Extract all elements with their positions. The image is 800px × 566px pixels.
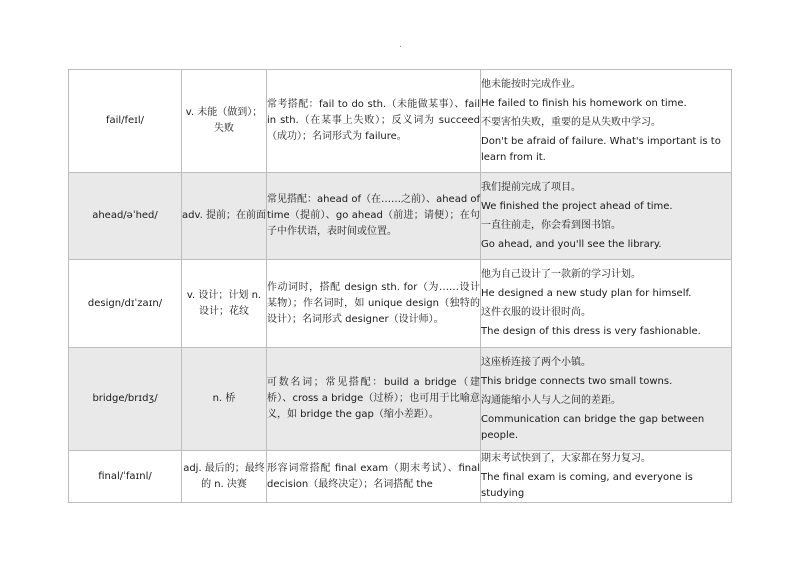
word-cell: design/dɪˈzaɪn/ bbox=[69, 260, 182, 348]
example-sentence: 一直往前走，你会看到图书馆。 bbox=[481, 219, 621, 231]
usage-cell: 作动词时，搭配 design sth. for（为……设计某物）；作名词时，如 unique design（独特的设计）；名词形式 designer（设计师）。 bbox=[267, 260, 481, 348]
examples-cell bbox=[481, 260, 732, 348]
word-cell: ahead/əˈhed/ bbox=[69, 173, 182, 260]
examples-cell bbox=[481, 451, 732, 503]
part-of-speech-cell: v. 设计；计划 n. 设计；花纹 bbox=[182, 260, 267, 348]
usage-cell: 常考搭配：fail to do sth.（未能做某事）、fail in sth.（在某事上失败）；反义词为 succeed（成功）；名词形式为 failure。 bbox=[267, 70, 481, 173]
usage-cell: 可数名词；常见搭配：build a bridge（建桥）、cross a bridge（过桥）；也可用于比喻意义，如 bridge the gap（缩小差距）。 bbox=[267, 348, 481, 451]
word-cell: final/ˈfaɪnl/ bbox=[69, 451, 182, 503]
part-of-speech-cell: n. 桥 bbox=[182, 348, 267, 451]
example-sentence: 沟通能缩小人与人之间的差距。 bbox=[481, 394, 621, 406]
example-sentence: 期末考试快到了，大家都在努力复习。 bbox=[481, 453, 651, 464]
example-sentence: 他未能按时完成作业。 bbox=[481, 78, 581, 90]
usage-cell: 形容词常搭配 final exam（期末考试）、final decision（最终决定）；名词搭配 the bbox=[267, 451, 481, 503]
example-sentence: The design of this dress is very fashionable. bbox=[481, 326, 701, 337]
example-sentence: This bridge connects two small towns. bbox=[481, 375, 673, 387]
usage-cell: 常见搭配：ahead of（在……之前）、ahead of time（提前）、go ahead（前进；请便）；在句子中作状语，表时间或位置。 bbox=[267, 173, 481, 260]
example-sentence: 我们提前完成了项目。 bbox=[481, 181, 581, 193]
table-row bbox=[69, 70, 732, 173]
part-of-speech-cell: adj. 最后的；最终的 n. 决赛 bbox=[182, 451, 267, 503]
table-row bbox=[69, 173, 732, 260]
part-of-speech-cell: v. 未能（做到）；失败 bbox=[182, 70, 267, 173]
vocabulary-table bbox=[68, 69, 732, 503]
table-row bbox=[69, 260, 732, 348]
example-sentence: Don't be afraid of failure. What's important is to learn from it. bbox=[481, 135, 721, 163]
word-cell: fail/feɪl/ bbox=[69, 70, 182, 173]
examples-cell bbox=[481, 70, 732, 173]
examples-cell bbox=[481, 348, 732, 451]
table-row bbox=[69, 348, 732, 451]
table-row bbox=[69, 451, 732, 503]
example-sentence: He failed to finish his homework on time. bbox=[481, 97, 687, 109]
example-sentence: The final exam is coming, and everyone is studying bbox=[481, 472, 693, 499]
example-sentence: 不要害怕失败，重要的是从失败中学习。 bbox=[481, 116, 661, 128]
word-cell: bridge/brɪdʒ/ bbox=[69, 348, 182, 451]
example-sentence: 这座桥连接了两个小镇。 bbox=[481, 356, 591, 368]
example-sentence: Go ahead, and you'll see the library. bbox=[481, 238, 662, 250]
example-sentence: 这件衣服的设计很时尚。 bbox=[481, 307, 591, 318]
examples-cell bbox=[481, 173, 732, 260]
page-marker: . bbox=[399, 40, 402, 50]
example-sentence: We finished the project ahead of time. bbox=[481, 200, 673, 212]
example-sentence: He designed a new study plan for himself. bbox=[481, 288, 692, 299]
example-sentence: Communication can bridge the gap between people. bbox=[481, 413, 705, 441]
example-sentence: 他为自己设计了一款新的学习计划。 bbox=[481, 269, 641, 280]
part-of-speech-cell: adv. 提前；在前面 bbox=[182, 173, 267, 260]
